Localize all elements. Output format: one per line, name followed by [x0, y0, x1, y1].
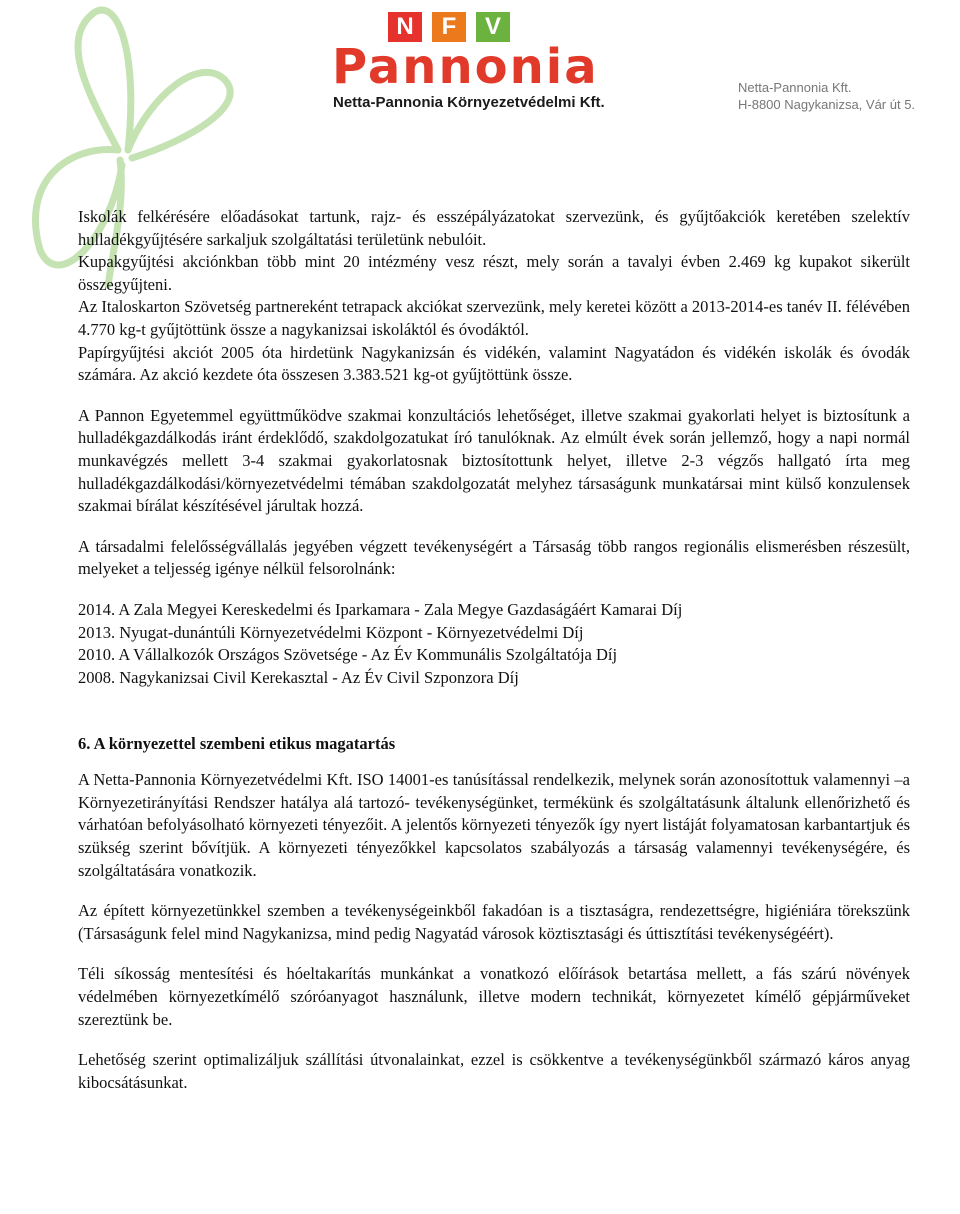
paragraph-tetrapack: Az Italoskarton Szövetség partnereként tetrapack akciókat szervezünk, mely keretei között a 2013-2014-es tanév II. félévében 4.770 kg-t gyűjtöttünk össze a nagykanizsai iskoláktól és óvodáktól.: [78, 297, 910, 339]
award-item: 2013. Nyugat-dunántúli Környezetvédelmi Központ - Környezetvédelmi Díj: [78, 622, 584, 642]
award-item: 2014. A Zala Megyei Kereskedelmi és Iparkamara - Zala Megye Gazdaságáért Kamarai Díj: [78, 599, 683, 619]
company-name: Netta-Pannonia Kft.: [738, 80, 852, 95]
section-heading: 6. A környezettel szembeni etikus magatartás: [78, 734, 396, 754]
paragraph-school-events: Iskolák felkérésére előadásokat tartunk, rajz- és esszépályázatokat szervezünk, és gyűjtőakciók keretében szelektív hulladékgyűjtésére sarkaljuk szolgáltatási területünk nebulóit.: [78, 207, 910, 249]
company-address-block: [738, 79, 915, 113]
awards-list: [78, 599, 910, 689]
paragraph-route-optimization: Lehetőség szerint optimalizáljuk szállítási útvonalainkat, ezzel is csökkentve a tevékenységünkből származó káros anyag kibocsátásunkat.: [78, 1050, 910, 1092]
paragraph-winter-service: Téli síkosság mentesítési és hóeltakarítás munkánkat a vonatkozó előírások betartása mellett, a fás szárú növények védelmében környezetkímélő szóróanyagot használunk, illetve modern technikát, környezetet kímélő gépjárműveket szereztünk be.: [78, 964, 910, 1029]
document-body: [78, 206, 910, 1094]
paragraph-iso: A Netta-Pannonia Környezetvédelmi Kft. ISO 14001-es tanúsítással rendelkezik, melynek során azonosítottuk valamennyi –a Környezetirányítási Rendszer hatálya alá tartozó- tevékenységünket, termékünk és szolgáltatásunk általunk ellenőrizhető és várhatóan befolyásolható környezeti tényezőit. A jelentős környezeti tényezők így nyert listáját folyamatosan karbantartjuk és szükség szerint bővítjük. A környezeti tényezőkkel kapcsolatos szabályozás a társaság valamennyi tevékenységére, és szolgáltatására vonatkozik.: [78, 770, 910, 880]
paragraph-paper-collection: Papírgyűjtési akciót 2005 óta hirdetünk Nagykanizsán és vidékén, valamint Nagyatádon és vidékén iskolák és óvodák számára. Az akció kezdete óta összesen 3.383.521 kg-ot gyűjtöttünk össze.: [78, 342, 910, 385]
award-item: 2010. A Vállalkozók Országos Szövetsége - Az Év Kommunális Szolgáltatója Díj: [78, 645, 618, 665]
brand-subtitle: Netta-Pannonia Környezetvédelmi Kft.: [333, 94, 605, 111]
award-item: 2008. Nagykanizsai Civil Kerekasztal - Az Év Civil Szponzora Díj: [78, 667, 519, 687]
logo-letter-f: F: [432, 12, 466, 42]
paragraph-university: A Pannon Egyetemmel együttműködve szakmai konzultációs lehetőséget, illetve szakmai gyakorlati helyet is biztosítunk a hulladékgazdálkodás iránt érdeklődő, szakdolgozatukat író tanulóknak. Az elmúlt évek során jellemző, hogy a napi normál munkavégzés mellett 3-4 szakmai gyakorlatosnak biztosítottunk helyet, illetve 2-3 végzős hallgató írta meg hulladékgazdálkodási/környezetvédelmi témában szakdolgozatát melyhez társaságunk munkatársai mint külső konzulensek szakmai bírálat készítésével járultak hozzá.: [78, 405, 910, 516]
paragraph-awards-intro: A társadalmi felelősségvállalás jegyében végzett tevékenységért a Társaság több rangos regionális elismerésben részesült, melyeket a teljesség igénye nélkül felsorolnánk:: [78, 536, 910, 579]
logo-letter-n: N: [388, 12, 422, 42]
paragraph-cap-collection: Kupakgyűjtési akciónkban több mint 20 intézmény vesz részt, mely során a tavalyi évben 2.469 kg kupakot sikerült összegyűjteni.: [78, 252, 910, 294]
brand-name: Pannonia: [332, 39, 599, 95]
company-logo: [332, 12, 632, 112]
logo-letter-v: V: [476, 12, 510, 42]
nfv-logo: [388, 12, 510, 42]
company-address: H-8800 Nagykanizsa, Vár út 5.: [738, 97, 916, 112]
paragraph-built-environment: Az épített környezetünkkel szemben a tevékenységeinkből fakadóan is a tisztaságra, rendezettségre, higiéniára törekszünk (Társaságunk felel mind Nagykanizsa, mind pedig Nagyatád városok köztisztasági és úttisztítási tevékenységéért).: [78, 901, 910, 943]
